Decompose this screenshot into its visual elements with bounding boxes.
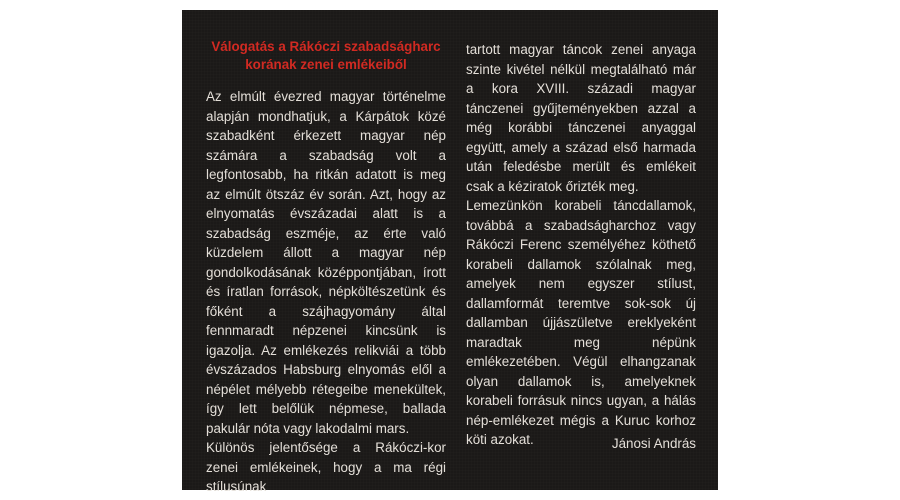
paragraph-significance-cont: tartott magyar táncok zenei anyaga szinte kivétel nélkül megtalálható már a kora XVIII. századi magyar tánczenei gyűjteményekben azzal a még korábbi tánczenei anyaggal együtt, amely a század első harmada után feledésbe merült és emlékeit csak a kéziratok őrizték meg.: [466, 42, 696, 194]
right-column: [466, 40, 696, 450]
paragraph-intro: Az elmúlt évezred magyar történelme alapján mondhatjuk, a Kárpátok közé szabadként érkezett magyar nép számára a szabadság volt a legfontosabb, ha ritkán adatott is meg az elmúlt ötszáz év során. Azt, hogy az elnyomatás évszázadai alatt is a szabadság eszméje, az érte való küzdelem állott a magyar nép gondolkodásának középpontjában, írott és íratlan források, népköltészetünk és főként a szájhagyomány által fennmaradt népzenei kincsünk is igazolja. Az emlékezés relikviái a több évszázados Habsburg elnyomás elől a népélet mélyebb rétegeibe menekültek, így lett belőlük népmese, ballada pakulár nóta vagy lakodalmi mars.: [206, 89, 446, 436]
left-column: [206, 38, 446, 497]
paragraph-significance-start: Különös jelentősége a Rákóczi-kor zenei emlékeinek, hogy a ma régi stílusúnak: [206, 440, 446, 494]
author-signature: Jánosi András: [611, 436, 696, 451]
paragraph-album: Lemezünkön korabeli táncdallamok, továbbá a szabadságharchoz vagy Rákóczi Ferenc személyéhez köthető korabeli dallamok szólalnak meg, amelyek nem egyszer stílust, dallamformát teremtve sok-sok új dallamban újjászületve ereklyeként maradtak meg népünk emlékezetében. Végül elhangzanak olyan dallamok is, amelyeknek korabeli forrásuk nincs ugyan, a hálás nép-emlékezet mégis a Kuruc korhoz köti azokat.: [466, 198, 696, 447]
article-title: Válogatás a Rákóczi szabadságharc korának zenei emlékeiből: [211, 39, 441, 72]
booklet-page: [182, 10, 718, 494]
